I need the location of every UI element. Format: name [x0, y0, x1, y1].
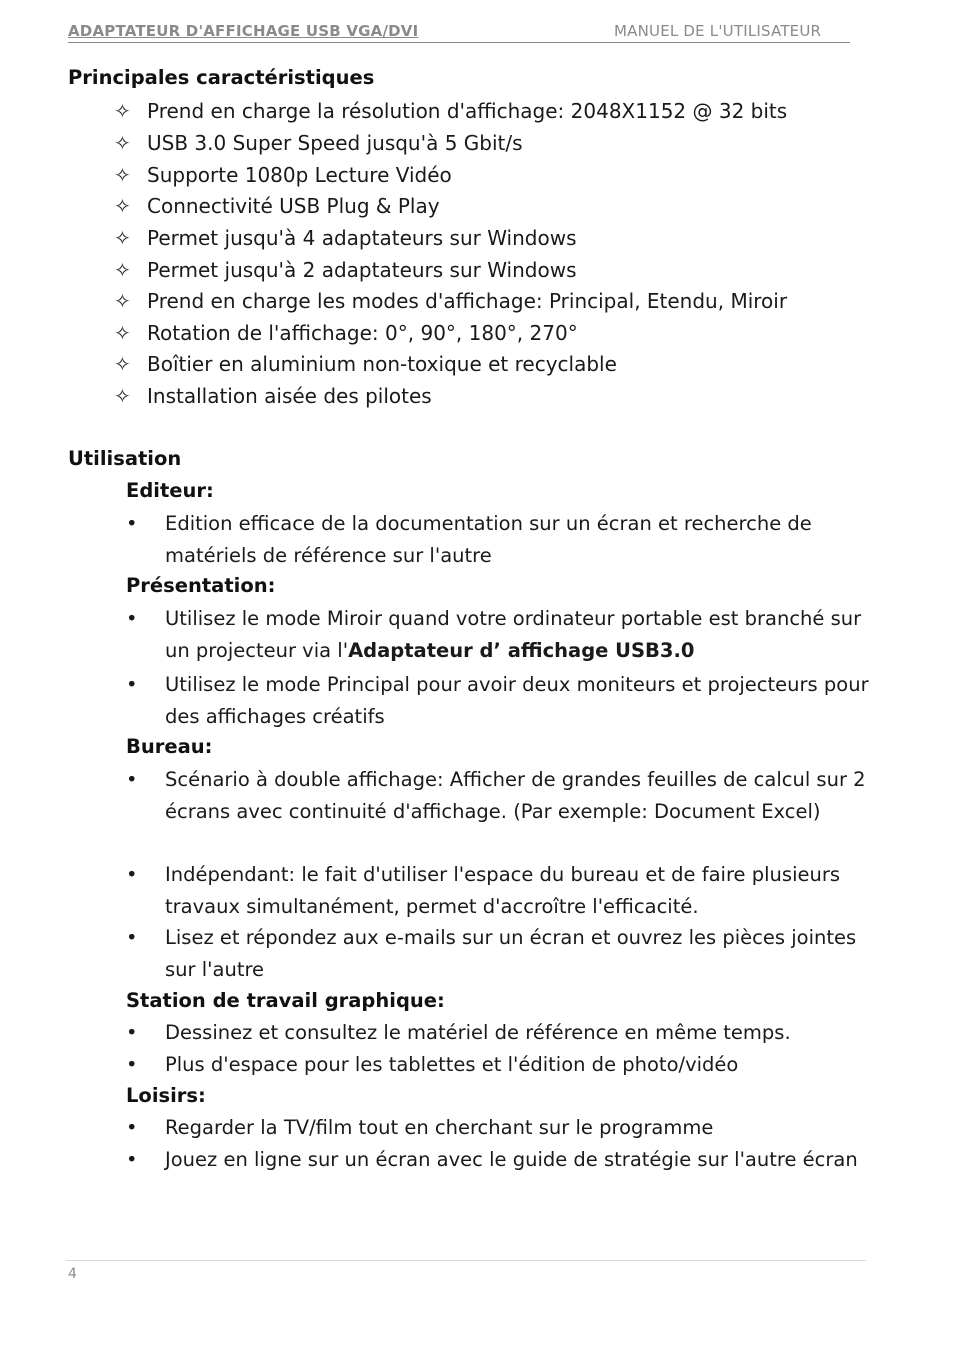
feature-item	[114, 321, 578, 345]
editeur-subheading: Editeur:	[126, 479, 214, 502]
page-header	[68, 22, 850, 43]
list-item-text: Jouez en ligne sur un écran avec le guide de stratégie sur l'autre écran	[165, 1148, 858, 1171]
feature-text: Prend en charge la résolution d'affichage: 2048X1152 @ 32 bits	[147, 99, 788, 123]
feature-text: Prend en charge les modes d'affichage: Principal, Etendu, Miroir	[147, 289, 788, 313]
list-item	[126, 1017, 886, 1049]
bullet-dot-icon: •	[126, 1116, 138, 1139]
presentation-subheading: Présentation:	[126, 574, 276, 597]
star-bullet-icon: ✧	[114, 258, 131, 282]
usage-heading: Utilisation	[68, 447, 182, 470]
bullet-dot-icon: •	[126, 1053, 138, 1076]
star-bullet-icon: ✧	[114, 163, 131, 187]
bullet-dot-icon: •	[126, 768, 138, 791]
list-item	[126, 764, 886, 827]
header-product-title: ADAPTATEUR D'AFFICHAGE USB VGA/DVI	[68, 22, 419, 40]
list-item-text: Indépendant: le fait d'utiliser l'espace du bureau et de faire plusieurs travaux simultanément, permet d'accroître l'efficacité.	[165, 863, 841, 918]
star-bullet-icon: ✧	[114, 226, 131, 250]
product-name-emphasis: Adaptateur d’ affichage USB3.0	[348, 638, 695, 662]
list-item-text: Dessinez et consultez le matériel de référence en même temps.	[165, 1021, 791, 1044]
list-item-text: Scénario à double affichage: Afficher de grandes feuilles de calcul sur 2 écrans avec continuité d'affichage. (Par exemple: Document Excel)	[165, 768, 866, 823]
page-number: 4	[68, 1266, 77, 1282]
list-item-text: Utilisez le mode Principal pour avoir deux moniteurs et projecteurs pour des affichages créatifs	[165, 673, 869, 728]
list-item	[126, 1112, 886, 1144]
list-item-text: Plus d'espace pour les tablettes et l'édition de photo/vidéo	[165, 1053, 739, 1076]
star-bullet-icon: ✧	[114, 194, 131, 218]
feature-text: Rotation de l'affichage: 0°, 90°, 180°, 270°	[147, 321, 578, 345]
feature-item	[114, 258, 577, 282]
header-manual-title: MANUEL DE L'UTILISATEUR	[614, 22, 822, 40]
footer-divider	[66, 1260, 866, 1261]
feature-text: Supporte 1080p Lecture Vidéo	[147, 163, 452, 187]
feature-text: Boîtier en aluminium non-toxique et recyclable	[147, 352, 617, 376]
bullet-dot-icon: •	[126, 512, 138, 535]
list-item-plain-text: Utilisez le mode Miroir quand votre ordinateur portable est branché sur un projecteur via l'	[165, 607, 862, 662]
list-item	[126, 1144, 886, 1176]
bullet-dot-icon: •	[126, 926, 138, 949]
star-bullet-icon: ✧	[114, 131, 131, 155]
list-item	[126, 508, 886, 571]
list-item-text	[165, 603, 886, 666]
bureau-subheading: Bureau:	[126, 735, 213, 758]
feature-item	[114, 352, 617, 376]
feature-text: Permet jusqu'à 2 adaptateurs sur Windows	[147, 258, 577, 282]
bullet-dot-icon: •	[126, 673, 138, 696]
star-bullet-icon: ✧	[114, 321, 131, 345]
feature-item	[114, 194, 440, 218]
bullet-dot-icon: •	[126, 1148, 138, 1171]
feature-item	[114, 163, 452, 187]
star-bullet-icon: ✧	[114, 352, 131, 376]
list-item	[126, 859, 886, 922]
star-bullet-icon: ✧	[114, 289, 131, 313]
feature-item	[114, 226, 577, 250]
feature-text: USB 3.0 Super Speed jusqu'à 5 Gbit/s	[147, 131, 523, 155]
feature-item	[114, 384, 432, 408]
list-item-text: Lisez et répondez aux e-mails sur un écran et ouvrez les pièces jointes sur l'autre	[165, 926, 857, 981]
graphique-subheading: Station de travail graphique:	[126, 989, 445, 1012]
list-item-text: Edition efficace de la documentation sur un écran et recherche de matériels de référence sur l'autre	[165, 512, 812, 567]
star-bullet-icon: ✧	[114, 99, 131, 123]
feature-item	[114, 99, 787, 123]
feature-text: Installation aisée des pilotes	[147, 384, 432, 408]
bullet-dot-icon: •	[126, 1021, 138, 1044]
feature-text: Permet jusqu'à 4 adaptateurs sur Windows	[147, 226, 577, 250]
list-item	[126, 603, 886, 666]
list-item-text: Regarder la TV/film tout en cherchant sur le programme	[165, 1116, 714, 1139]
bullet-dot-icon: •	[126, 607, 138, 630]
star-bullet-icon: ✧	[114, 384, 131, 408]
feature-text: Connectivité USB Plug & Play	[147, 194, 440, 218]
feature-item	[114, 131, 523, 155]
features-heading: Principales caractéristiques	[68, 66, 375, 89]
bullet-dot-icon: •	[126, 863, 138, 886]
list-item	[126, 1049, 886, 1081]
list-item	[126, 669, 886, 732]
list-item	[126, 922, 886, 985]
feature-item	[114, 289, 787, 313]
loisirs-subheading: Loisirs:	[126, 1084, 206, 1107]
